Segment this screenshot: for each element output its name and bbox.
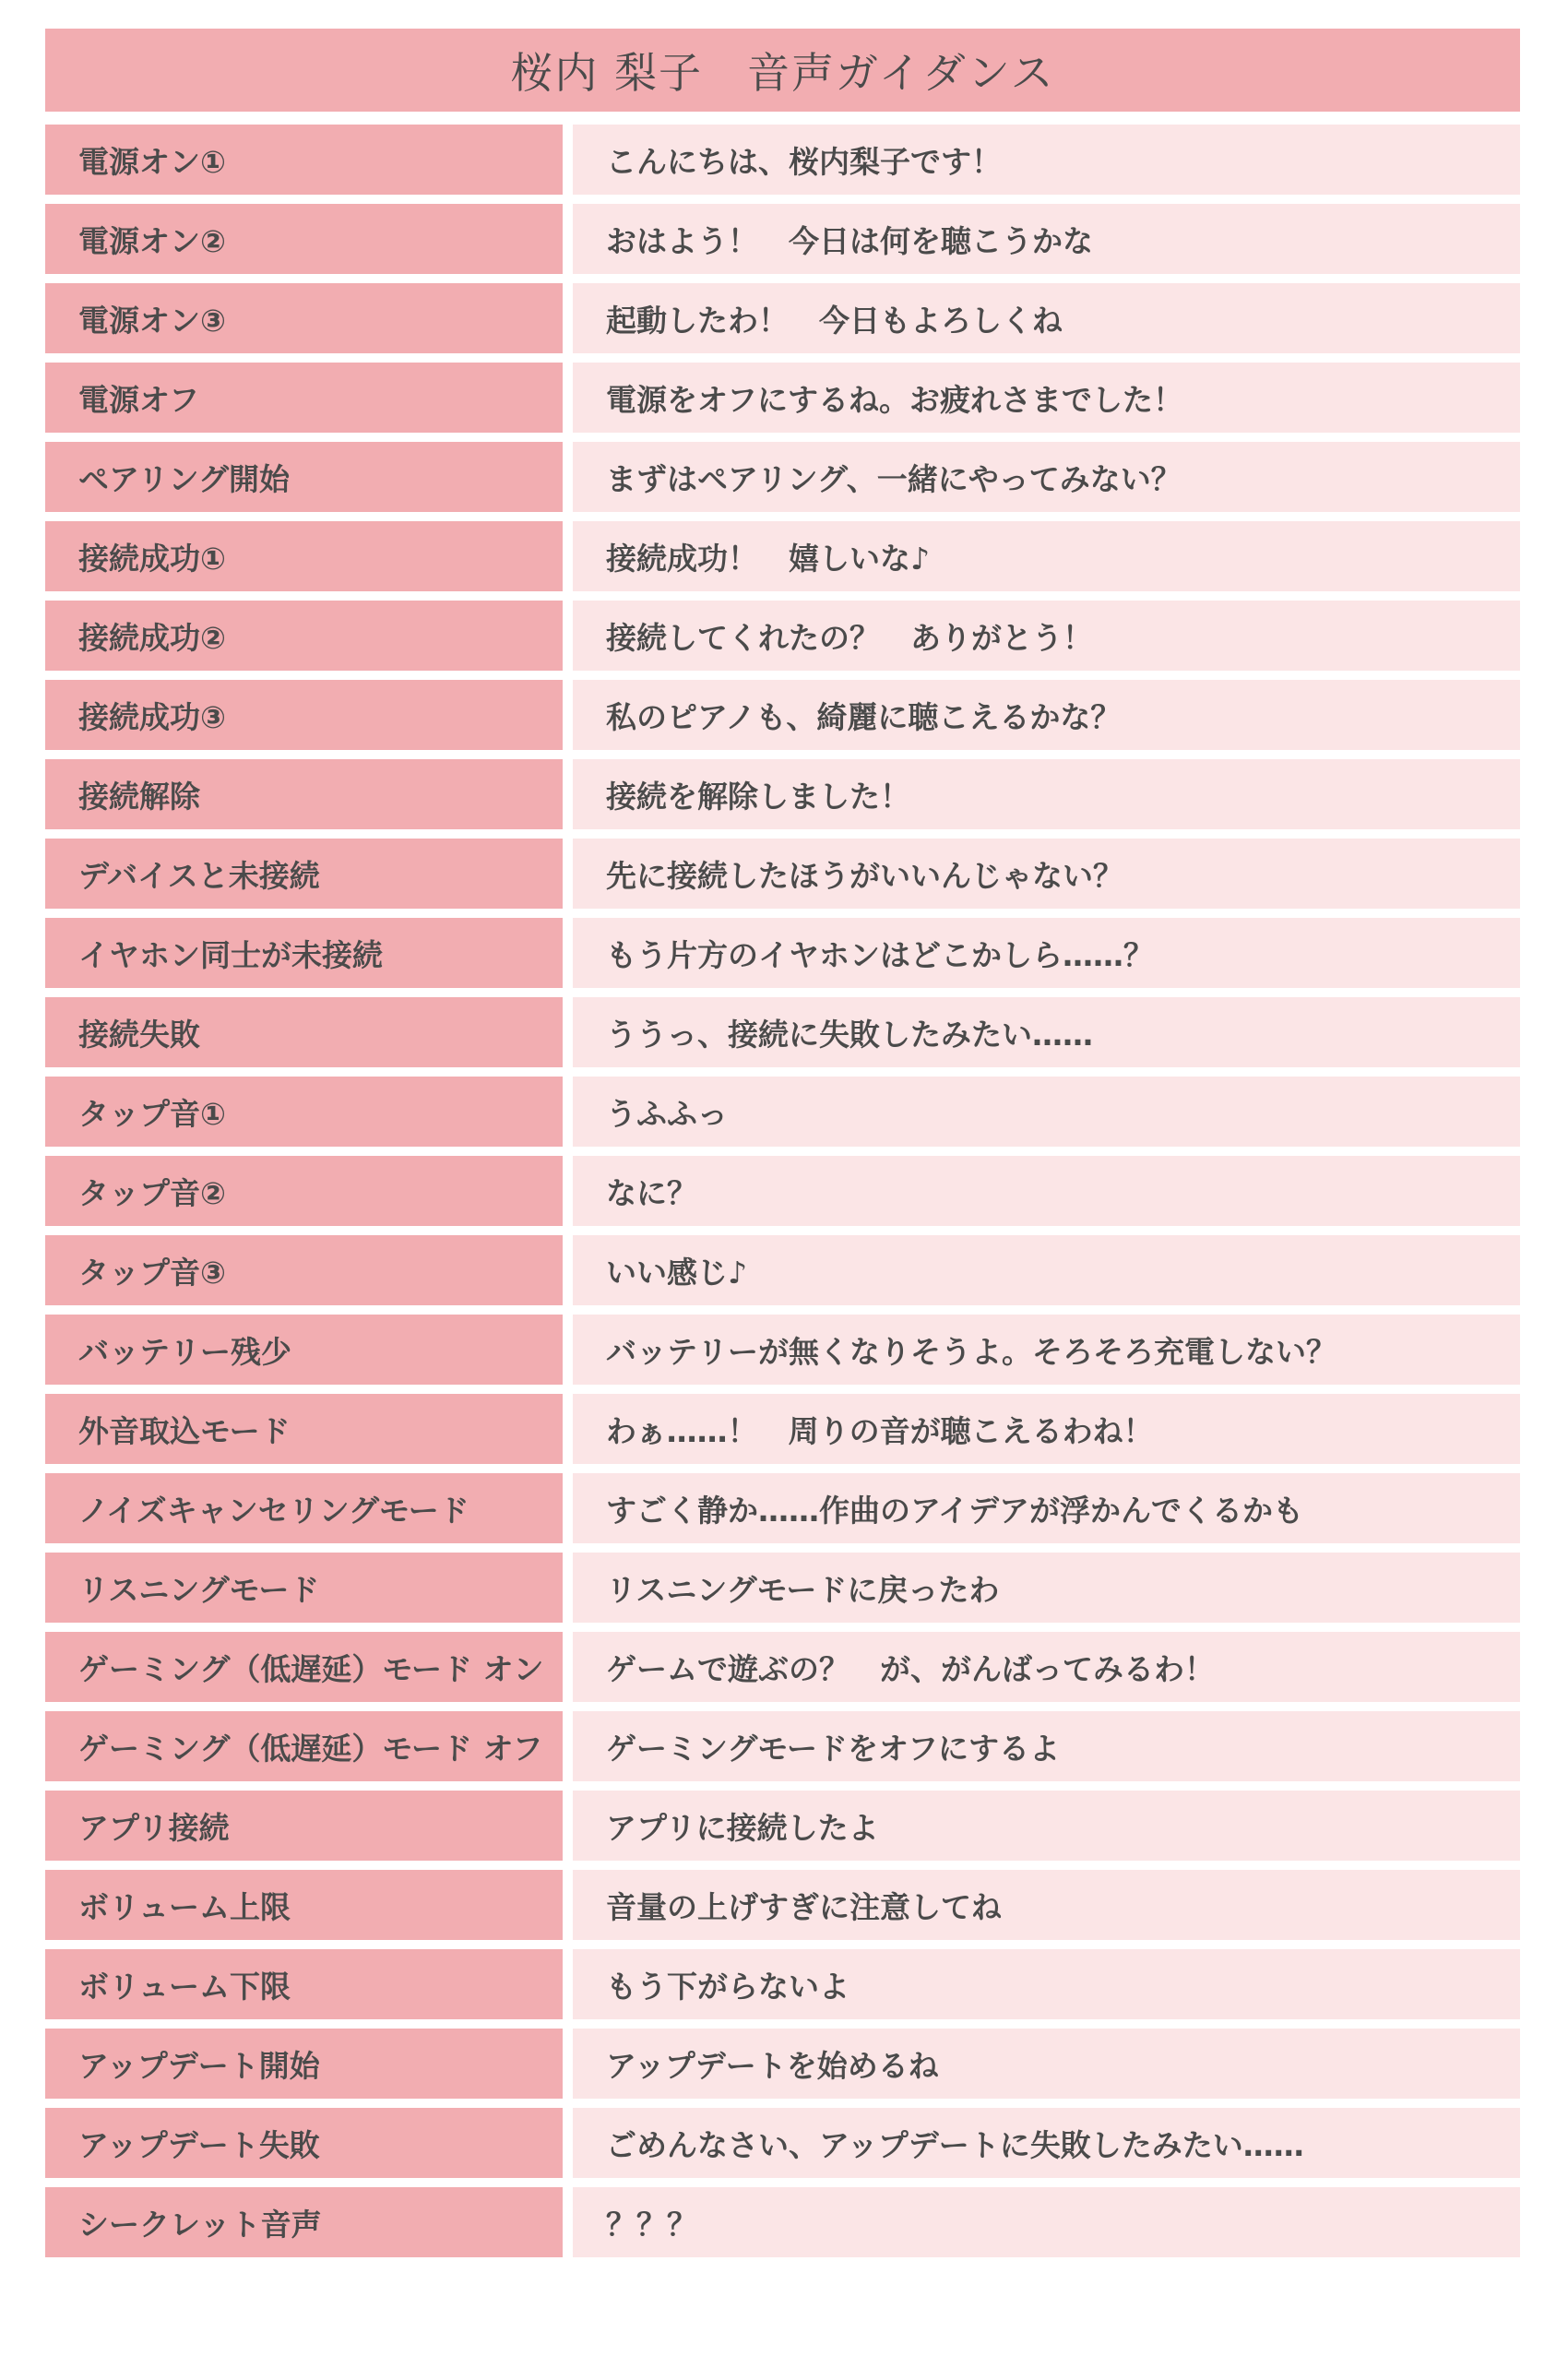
table-row — [45, 442, 1520, 512]
voice-line: ううっ、接続に失敗したみたい…… — [573, 997, 1520, 1067]
event-label: リスニングモード — [45, 1553, 563, 1623]
voice-line: わぁ……！ 周りの音が聴こえるわね！ — [573, 1394, 1520, 1464]
table-row — [45, 1553, 1520, 1623]
voice-line: ゲームで遊ぶの？ が、がんばってみるわ！ — [573, 1632, 1520, 1702]
table-row — [45, 1791, 1520, 1861]
voice-line: すごく静か……作曲のアイデアが浮かんでくるかも — [573, 1473, 1520, 1543]
table-row — [45, 839, 1520, 909]
table-row — [45, 2108, 1520, 2178]
voice-line: うふふっ — [573, 1077, 1520, 1147]
table-row — [45, 521, 1520, 591]
event-label: ボリューム下限 — [45, 1949, 563, 2019]
table-row — [45, 1394, 1520, 1464]
event-label: ボリューム上限 — [45, 1870, 563, 1940]
voice-line: アプリに接続したよ — [573, 1791, 1520, 1861]
event-label: イヤホン同士が未接続 — [45, 918, 563, 988]
event-label: 接続成功③ — [45, 680, 563, 750]
table-row — [45, 1473, 1520, 1543]
event-label: 電源オン③ — [45, 283, 563, 353]
voice-line: 接続成功！ 嬉しいな♪ — [573, 521, 1520, 591]
table-row — [45, 1077, 1520, 1147]
voice-line: バッテリーが無くなりそうよ。そろそろ充電しない？ — [573, 1315, 1520, 1385]
event-label: ノイズキャンセリングモード — [45, 1473, 563, 1543]
event-label: ペアリング開始 — [45, 442, 563, 512]
voice-line: 先に接続したほうがいいんじゃない？ — [573, 839, 1520, 909]
event-label: アップデート開始 — [45, 2029, 563, 2099]
voice-line: ？？？ — [573, 2187, 1520, 2257]
table-row — [45, 2029, 1520, 2099]
table-row — [45, 1711, 1520, 1781]
voice-line: まずはペアリング、一緒にやってみない？ — [573, 442, 1520, 512]
table-row — [45, 601, 1520, 671]
voice-line: ゲーミングモードをオフにするよ — [573, 1711, 1520, 1781]
voice-line: 電源をオフにするね。お疲れさまでした！ — [573, 363, 1520, 433]
event-label: 電源オン① — [45, 125, 563, 195]
voice-line: なに？ — [573, 1156, 1520, 1226]
voice-line: 接続を解除しました！ — [573, 759, 1520, 829]
table-row — [45, 1870, 1520, 1940]
table-row — [45, 759, 1520, 829]
voice-guidance-table — [45, 125, 1520, 2257]
event-label: タップ音① — [45, 1077, 563, 1147]
event-label: シークレット音声 — [45, 2187, 563, 2257]
table-row — [45, 1632, 1520, 1702]
voice-line: もう下がらないよ — [573, 1949, 1520, 2019]
event-label: バッテリー残少 — [45, 1315, 563, 1385]
event-label: デバイスと未接続 — [45, 839, 563, 909]
table-row — [45, 680, 1520, 750]
voice-line: 私のピアノも、綺麗に聴こえるかな？ — [573, 680, 1520, 750]
event-label: 接続成功② — [45, 601, 563, 671]
table-row — [45, 1315, 1520, 1385]
event-label: タップ音② — [45, 1156, 563, 1226]
event-label: 接続失敗 — [45, 997, 563, 1067]
voice-line: もう片方のイヤホンはどこかしら……？ — [573, 918, 1520, 988]
table-row — [45, 204, 1520, 274]
table-row — [45, 125, 1520, 195]
voice-line: 音量の上げすぎに注意してね — [573, 1870, 1520, 1940]
event-label: 接続解除 — [45, 759, 563, 829]
event-label: 電源オン② — [45, 204, 563, 274]
event-label: アプリ接続 — [45, 1791, 563, 1861]
page-title: 桜内 梨子 音声ガイダンス — [45, 29, 1520, 112]
event-label: ゲーミング（低遅延）モード オン — [45, 1632, 563, 1702]
voice-line: リスニングモードに戻ったわ — [573, 1553, 1520, 1623]
table-row — [45, 363, 1520, 433]
voice-line: 接続してくれたの？ ありがとう！ — [573, 601, 1520, 671]
voice-line: アップデートを始めるね — [573, 2029, 1520, 2099]
event-label: タップ音③ — [45, 1235, 563, 1305]
voice-line: 起動したわ！ 今日もよろしくね — [573, 283, 1520, 353]
event-label: 電源オフ — [45, 363, 563, 433]
table-row — [45, 1156, 1520, 1226]
event-label: ゲーミング（低遅延）モード オフ — [45, 1711, 563, 1781]
table-row — [45, 283, 1520, 353]
voice-line: ごめんなさい、アップデートに失敗したみたい…… — [573, 2108, 1520, 2178]
table-row — [45, 918, 1520, 988]
event-label: 接続成功① — [45, 521, 563, 591]
event-label: 外音取込モード — [45, 1394, 563, 1464]
voice-line: こんにちは、桜内梨子です！ — [573, 125, 1520, 195]
table-row — [45, 1949, 1520, 2019]
event-label: アップデート失敗 — [45, 2108, 563, 2178]
table-row — [45, 1235, 1520, 1305]
voice-line: おはよう！ 今日は何を聴こうかな — [573, 204, 1520, 274]
table-row — [45, 2187, 1520, 2257]
voice-line: いい感じ♪ — [573, 1235, 1520, 1305]
table-row — [45, 997, 1520, 1067]
